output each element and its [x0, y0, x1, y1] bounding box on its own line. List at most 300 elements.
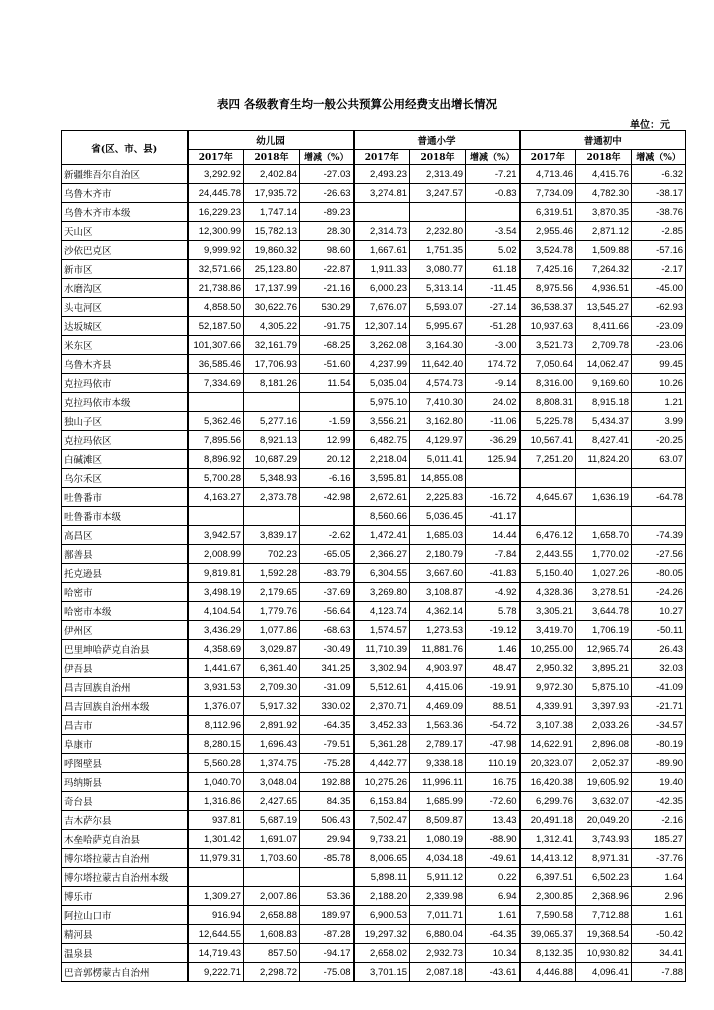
- value-cell: 4,339.91: [520, 697, 576, 716]
- table-row: [62, 241, 686, 260]
- region-cell: 乌尔禾区: [62, 469, 188, 488]
- value-cell: [244, 868, 300, 887]
- value-cell: 3,162.80: [410, 412, 466, 431]
- value-cell: 2,427.65: [244, 792, 300, 811]
- table-row: [62, 773, 686, 792]
- value-cell: 19,297.32: [354, 925, 410, 944]
- sub-header: 增减（%）: [466, 149, 520, 164]
- value-cell: 2,033.26: [576, 716, 632, 735]
- group-header-kindergarten: 幼儿园: [188, 131, 354, 150]
- table-row: [62, 621, 686, 640]
- value-cell: -62.93: [632, 298, 686, 317]
- value-cell: 1,706.19: [576, 621, 632, 640]
- value-cell: 12,644.55: [188, 925, 244, 944]
- value-cell: 4,362.14: [410, 602, 466, 621]
- table-row: [62, 374, 686, 393]
- value-cell: 3,870.35: [576, 203, 632, 222]
- value-cell: 2,443.55: [520, 545, 576, 564]
- value-cell: -20.25: [632, 431, 686, 450]
- value-cell: 192.88: [300, 773, 354, 792]
- value-cell: 10,930.82: [576, 944, 632, 963]
- value-cell: -7.84: [466, 545, 520, 564]
- region-cell: 呼图壁县: [62, 754, 188, 773]
- value-cell: 7,590.58: [520, 906, 576, 925]
- value-cell: 6,502.23: [576, 868, 632, 887]
- value-cell: 3,931.53: [188, 678, 244, 697]
- value-cell: 125.94: [466, 450, 520, 469]
- value-cell: [520, 507, 576, 526]
- value-cell: 2,402.84: [244, 165, 300, 184]
- region-cell: 米东区: [62, 336, 188, 355]
- region-cell: 克拉玛依市: [62, 374, 188, 393]
- table-row: [62, 469, 686, 488]
- sub-header: 2017年: [520, 149, 576, 164]
- value-cell: 4,415.06: [410, 678, 466, 697]
- value-cell: -0.83: [466, 184, 520, 203]
- value-cell: 2,950.32: [520, 659, 576, 678]
- value-cell: [188, 393, 244, 412]
- value-cell: 6,153.84: [354, 792, 410, 811]
- value-cell: 12,300.99: [188, 222, 244, 241]
- value-cell: 2,232.80: [410, 222, 466, 241]
- value-cell: 1,301.42: [188, 830, 244, 849]
- value-cell: 7,712.88: [576, 906, 632, 925]
- value-cell: 916.94: [188, 906, 244, 925]
- value-cell: 189.97: [300, 906, 354, 925]
- value-cell: 7,425.16: [520, 260, 576, 279]
- value-cell: 2,180.79: [410, 545, 466, 564]
- value-cell: [576, 469, 632, 488]
- value-cell: 2,366.27: [354, 545, 410, 564]
- sub-header: 增减（%）: [632, 149, 686, 164]
- value-cell: 1,667.61: [354, 241, 410, 260]
- value-cell: -79.51: [300, 735, 354, 754]
- value-cell: 4,574.73: [410, 374, 466, 393]
- value-cell: 937.81: [188, 811, 244, 830]
- value-cell: 5.78: [466, 602, 520, 621]
- value-cell: 3,274.81: [354, 184, 410, 203]
- value-cell: 19.40: [632, 773, 686, 792]
- value-cell: -19.91: [466, 678, 520, 697]
- table-row: [62, 507, 686, 526]
- value-cell: -1.59: [300, 412, 354, 431]
- value-cell: 8,808.31: [520, 393, 576, 412]
- value-cell: 3,701.15: [354, 963, 410, 982]
- region-cell: 鄯善县: [62, 545, 188, 564]
- value-cell: 5,700.28: [188, 469, 244, 488]
- value-cell: -64.78: [632, 488, 686, 507]
- value-cell: 1,077.86: [244, 621, 300, 640]
- value-cell: 14.44: [466, 526, 520, 545]
- value-cell: -47.98: [466, 735, 520, 754]
- value-cell: 10,255.00: [520, 640, 576, 659]
- value-cell: 24,445.78: [188, 184, 244, 203]
- value-cell: 7,264.32: [576, 260, 632, 279]
- value-cell: 20,491.18: [520, 811, 576, 830]
- region-cell: 阜康市: [62, 735, 188, 754]
- value-cell: 1,779.76: [244, 602, 300, 621]
- value-cell: 5,225.78: [520, 412, 576, 431]
- value-cell: -41.83: [466, 564, 520, 583]
- value-cell: 2,672.61: [354, 488, 410, 507]
- table-row: [62, 735, 686, 754]
- value-cell: 5,995.67: [410, 317, 466, 336]
- value-cell: 16,420.38: [520, 773, 576, 792]
- value-cell: 0.22: [466, 868, 520, 887]
- sub-header: 增减（%）: [300, 149, 354, 164]
- value-cell: 3,839.17: [244, 526, 300, 545]
- value-cell: 8,915.18: [576, 393, 632, 412]
- value-cell: 5,898.11: [354, 868, 410, 887]
- value-cell: 13.43: [466, 811, 520, 830]
- value-cell: 2,179.65: [244, 583, 300, 602]
- table-row: [62, 602, 686, 621]
- value-cell: 5,593.07: [410, 298, 466, 317]
- value-cell: -3.00: [466, 336, 520, 355]
- value-cell: 6,304.55: [354, 564, 410, 583]
- region-cell: 巴里坤哈萨克自治县: [62, 640, 188, 659]
- value-cell: 3,108.87: [410, 583, 466, 602]
- value-cell: 8,921.13: [244, 431, 300, 450]
- region-cell: 托克逊县: [62, 564, 188, 583]
- region-cell: 克拉玛依区: [62, 431, 188, 450]
- value-cell: 4,104.54: [188, 602, 244, 621]
- value-cell: [300, 868, 354, 887]
- value-cell: 3,292.92: [188, 165, 244, 184]
- value-cell: -68.63: [300, 621, 354, 640]
- value-cell: 1,472.41: [354, 526, 410, 545]
- value-cell: 1,696.43: [244, 735, 300, 754]
- value-cell: 9,972.30: [520, 678, 576, 697]
- table-row: [62, 545, 686, 564]
- value-cell: -75.08: [300, 963, 354, 982]
- value-cell: 3,262.08: [354, 336, 410, 355]
- value-cell: 16,229.23: [188, 203, 244, 222]
- value-cell: [466, 203, 520, 222]
- region-cell: 昌吉回族自治州本级: [62, 697, 188, 716]
- table-row: [62, 431, 686, 450]
- sub-header: 2018年: [576, 149, 632, 164]
- value-cell: -36.29: [466, 431, 520, 450]
- region-cell: 博乐市: [62, 887, 188, 906]
- value-cell: 14,719.43: [188, 944, 244, 963]
- value-cell: -2.16: [632, 811, 686, 830]
- value-cell: -21.16: [300, 279, 354, 298]
- value-cell: 185.27: [632, 830, 686, 849]
- table-row: [62, 564, 686, 583]
- value-cell: -23.09: [632, 317, 686, 336]
- value-cell: [188, 868, 244, 887]
- value-cell: 3,048.04: [244, 773, 300, 792]
- value-cell: 48.47: [466, 659, 520, 678]
- group-header-junior: 普通初中: [520, 131, 686, 150]
- value-cell: 4,446.88: [520, 963, 576, 982]
- value-cell: 12,965.74: [576, 640, 632, 659]
- value-cell: 506.43: [300, 811, 354, 830]
- value-cell: 6,880.04: [410, 925, 466, 944]
- value-cell: 4,237.99: [354, 355, 410, 374]
- value-cell: 6,397.51: [520, 868, 576, 887]
- value-cell: 5,362.46: [188, 412, 244, 431]
- region-cell: 高昌区: [62, 526, 188, 545]
- region-cell: 吉木萨尔县: [62, 811, 188, 830]
- value-cell: 1,770.02: [576, 545, 632, 564]
- value-cell: 63.07: [632, 450, 686, 469]
- value-cell: 10.27: [632, 602, 686, 621]
- table-row: [62, 868, 686, 887]
- region-cell: 白碱滩区: [62, 450, 188, 469]
- region-cell: 木垒哈萨克自治县: [62, 830, 188, 849]
- region-cell: 巴音郭楞蒙古自治州: [62, 963, 188, 982]
- value-cell: 4,645.67: [520, 488, 576, 507]
- value-cell: 4,358.69: [188, 640, 244, 659]
- value-cell: -94.17: [300, 944, 354, 963]
- value-cell: [576, 507, 632, 526]
- value-cell: 8,560.66: [354, 507, 410, 526]
- value-cell: 3.99: [632, 412, 686, 431]
- value-cell: [300, 507, 354, 526]
- value-cell: 32,571.66: [188, 260, 244, 279]
- value-cell: 5,560.28: [188, 754, 244, 773]
- value-cell: 3,521.73: [520, 336, 576, 355]
- value-cell: 61.18: [466, 260, 520, 279]
- region-cell: 独山子区: [62, 412, 188, 431]
- value-cell: 3,080.77: [410, 260, 466, 279]
- value-cell: -51.28: [466, 317, 520, 336]
- value-cell: 39,065.37: [520, 925, 576, 944]
- value-cell: 9,999.92: [188, 241, 244, 260]
- value-cell: -38.17: [632, 184, 686, 203]
- value-cell: 3,269.80: [354, 583, 410, 602]
- value-cell: 4,858.50: [188, 298, 244, 317]
- value-cell: 88.51: [466, 697, 520, 716]
- value-cell: 14,062.47: [576, 355, 632, 374]
- value-cell: 1,911.33: [354, 260, 410, 279]
- value-cell: 1,592.28: [244, 564, 300, 583]
- value-cell: 4,305.22: [244, 317, 300, 336]
- value-cell: 1,658.70: [576, 526, 632, 545]
- table-row: [62, 849, 686, 868]
- region-cell: 吐鲁番市: [62, 488, 188, 507]
- value-cell: 1.21: [632, 393, 686, 412]
- value-cell: -2.85: [632, 222, 686, 241]
- value-cell: 6,900.53: [354, 906, 410, 925]
- value-cell: 4,442.77: [354, 754, 410, 773]
- value-cell: 2,955.46: [520, 222, 576, 241]
- value-cell: [632, 507, 686, 526]
- region-cell: 乌鲁木齐市本级: [62, 203, 188, 222]
- value-cell: [632, 469, 686, 488]
- value-cell: 8,975.56: [520, 279, 576, 298]
- value-cell: 11,881.76: [410, 640, 466, 659]
- region-cell: 博尔塔拉蒙古自治州本级: [62, 868, 188, 887]
- value-cell: [244, 507, 300, 526]
- value-cell: 4,129.97: [410, 431, 466, 450]
- value-cell: 3,278.51: [576, 583, 632, 602]
- value-cell: 6,319.51: [520, 203, 576, 222]
- value-cell: 2,300.85: [520, 887, 576, 906]
- page-title: 表四 各级教育生均一般公共预算公用经费支出增长情况: [216, 97, 497, 111]
- value-cell: 341.25: [300, 659, 354, 678]
- value-cell: -27.14: [466, 298, 520, 317]
- value-cell: 10.34: [466, 944, 520, 963]
- value-cell: -21.71: [632, 697, 686, 716]
- value-cell: 24.02: [466, 393, 520, 412]
- table-row: [62, 203, 686, 222]
- value-cell: -85.78: [300, 849, 354, 868]
- value-cell: -42.98: [300, 488, 354, 507]
- value-cell: 2,896.08: [576, 735, 632, 754]
- value-cell: 32.03: [632, 659, 686, 678]
- value-cell: 1,691.07: [244, 830, 300, 849]
- value-cell: 5,434.37: [576, 412, 632, 431]
- value-cell: 14,855.08: [410, 469, 466, 488]
- region-cell: 达坂城区: [62, 317, 188, 336]
- value-cell: 3,556.21: [354, 412, 410, 431]
- value-cell: 2,871.12: [576, 222, 632, 241]
- value-cell: 5,917.32: [244, 697, 300, 716]
- region-cell: 精河县: [62, 925, 188, 944]
- value-cell: 1.61: [632, 906, 686, 925]
- region-cell: 哈密市: [62, 583, 188, 602]
- region-cell: 阿拉山口市: [62, 906, 188, 925]
- value-cell: 6.94: [466, 887, 520, 906]
- value-cell: 3,419.70: [520, 621, 576, 640]
- value-cell: 4,903.97: [410, 659, 466, 678]
- value-cell: -51.60: [300, 355, 354, 374]
- value-cell: 3,107.38: [520, 716, 576, 735]
- value-cell: 1,636.19: [576, 488, 632, 507]
- value-cell: 5,277.16: [244, 412, 300, 431]
- value-cell: 3,895.21: [576, 659, 632, 678]
- value-cell: 1.64: [632, 868, 686, 887]
- value-cell: 174.72: [466, 355, 520, 374]
- value-cell: 6,361.40: [244, 659, 300, 678]
- value-cell: -42.35: [632, 792, 686, 811]
- value-cell: 2,789.17: [410, 735, 466, 754]
- value-cell: -41.09: [632, 678, 686, 697]
- value-cell: -83.79: [300, 564, 354, 583]
- table-row: [62, 678, 686, 697]
- value-cell: 2,709.30: [244, 678, 300, 697]
- value-cell: 12.99: [300, 431, 354, 450]
- table-row: [62, 716, 686, 735]
- value-cell: -23.06: [632, 336, 686, 355]
- value-cell: 17,706.93: [244, 355, 300, 374]
- value-cell: 8,316.00: [520, 374, 576, 393]
- value-cell: 5,911.12: [410, 868, 466, 887]
- value-cell: -45.00: [632, 279, 686, 298]
- value-cell: 11,979.31: [188, 849, 244, 868]
- value-cell: 1,608.83: [244, 925, 300, 944]
- value-cell: -2.62: [300, 526, 354, 545]
- value-cell: 4,469.09: [410, 697, 466, 716]
- value-cell: 9,819.81: [188, 564, 244, 583]
- value-cell: 3,498.19: [188, 583, 244, 602]
- value-cell: -6.32: [632, 165, 686, 184]
- value-cell: [410, 203, 466, 222]
- value-cell: 2,339.98: [410, 887, 466, 906]
- value-cell: 8,112.96: [188, 716, 244, 735]
- value-cell: -65.05: [300, 545, 354, 564]
- table-row: [62, 165, 686, 184]
- value-cell: -11.06: [466, 412, 520, 431]
- value-cell: 1,376.07: [188, 697, 244, 716]
- table-row: [62, 488, 686, 507]
- value-cell: -22.87: [300, 260, 354, 279]
- value-cell: 2,087.18: [410, 963, 466, 982]
- value-cell: -91.75: [300, 317, 354, 336]
- value-cell: -89.90: [632, 754, 686, 773]
- value-cell: 1,703.60: [244, 849, 300, 868]
- table-row: [62, 393, 686, 412]
- region-cell: 昌吉市: [62, 716, 188, 735]
- value-cell: 34.41: [632, 944, 686, 963]
- value-cell: -19.12: [466, 621, 520, 640]
- sub-header: 2018年: [244, 149, 300, 164]
- value-cell: 1.46: [466, 640, 520, 659]
- table-row: [62, 906, 686, 925]
- value-cell: -27.03: [300, 165, 354, 184]
- value-cell: 84.35: [300, 792, 354, 811]
- value-cell: -68.25: [300, 336, 354, 355]
- value-cell: 5,512.61: [354, 678, 410, 697]
- value-cell: 2,298.72: [244, 963, 300, 982]
- value-cell: 3,942.57: [188, 526, 244, 545]
- table-row: [62, 944, 686, 963]
- value-cell: [354, 203, 410, 222]
- value-cell: -16.72: [466, 488, 520, 507]
- value-cell: 17,935.72: [244, 184, 300, 203]
- value-cell: 7,676.07: [354, 298, 410, 317]
- expenditure-table: [61, 130, 686, 982]
- value-cell: 1,027.26: [576, 564, 632, 583]
- value-cell: 8,427.41: [576, 431, 632, 450]
- value-cell: 2.96: [632, 887, 686, 906]
- region-cell: 昌吉回族自治州: [62, 678, 188, 697]
- value-cell: 14,622.91: [520, 735, 576, 754]
- table-row: [62, 659, 686, 678]
- value-cell: -50.42: [632, 925, 686, 944]
- value-cell: 4,415.76: [576, 165, 632, 184]
- value-cell: 30,622.76: [244, 298, 300, 317]
- table-row: [62, 317, 686, 336]
- value-cell: 1,273.53: [410, 621, 466, 640]
- value-cell: 13,545.27: [576, 298, 632, 317]
- value-cell: 2,188.20: [354, 887, 410, 906]
- value-cell: -26.63: [300, 184, 354, 203]
- value-cell: 11,824.20: [576, 450, 632, 469]
- value-cell: 8,181.26: [244, 374, 300, 393]
- value-cell: 1,040.70: [188, 773, 244, 792]
- value-cell: 6,299.76: [520, 792, 576, 811]
- value-cell: 101,307.66: [188, 336, 244, 355]
- value-cell: 530.29: [300, 298, 354, 317]
- value-cell: -80.05: [632, 564, 686, 583]
- value-cell: 3,164.30: [410, 336, 466, 355]
- value-cell: 5,036.45: [410, 507, 466, 526]
- value-cell: 11,710.39: [354, 640, 410, 659]
- value-cell: 98.60: [300, 241, 354, 260]
- value-cell: 3,397.93: [576, 697, 632, 716]
- value-cell: 7,895.56: [188, 431, 244, 450]
- value-cell: -87.28: [300, 925, 354, 944]
- value-cell: 52,187.50: [188, 317, 244, 336]
- value-cell: 10,275.26: [354, 773, 410, 792]
- region-cell: 吐鲁番市本级: [62, 507, 188, 526]
- value-cell: 3,305.21: [520, 602, 576, 621]
- value-cell: 4,936.51: [576, 279, 632, 298]
